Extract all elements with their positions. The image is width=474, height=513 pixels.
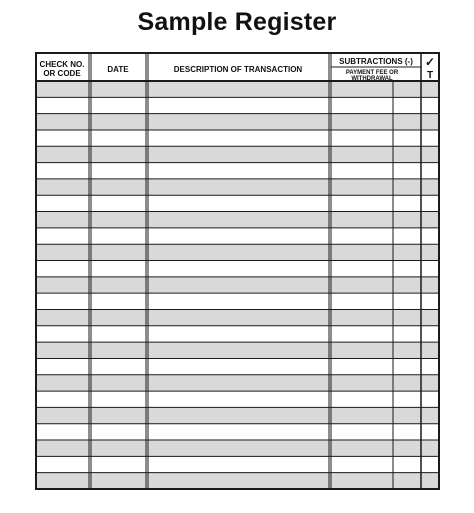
table-row [36, 277, 439, 293]
header-date: DATE [107, 65, 129, 74]
table-row [36, 81, 439, 97]
header-check-line1: CHECK NO. [39, 60, 85, 69]
table-row [36, 130, 439, 146]
table-row [36, 342, 439, 358]
table-row [36, 146, 439, 162]
table-row [36, 456, 439, 472]
table-row [36, 391, 439, 407]
table-row [36, 473, 439, 489]
table-row [36, 424, 439, 440]
table-row [36, 97, 439, 113]
table-row [36, 358, 439, 374]
check-mark-icon: ✓ [424, 55, 436, 69]
table-row [36, 228, 439, 244]
table-row [36, 179, 439, 195]
page-title: Sample Register [137, 8, 337, 36]
table-row [36, 163, 439, 179]
header-payment-line2: WITHDRAWAL [351, 76, 393, 82]
table-row [36, 375, 439, 391]
table-row [36, 114, 439, 130]
table-row [36, 244, 439, 260]
table-row [36, 261, 439, 277]
table-row [36, 309, 439, 325]
header-payment-line1: PAYMENT FEE OR [345, 70, 399, 76]
header-subtractions: SUBTRACTIONS (-) [339, 57, 413, 66]
register-rows [36, 81, 439, 489]
table-row [36, 407, 439, 423]
table-row [36, 293, 439, 309]
header-t: T [426, 70, 434, 81]
header-check-line2: OR CODE [43, 69, 81, 78]
table-row [36, 326, 439, 342]
header-description: DESCRIPTION OF TRANSACTION [173, 65, 303, 74]
table-row [36, 195, 439, 211]
table-row [36, 440, 439, 456]
table-row [36, 212, 439, 228]
